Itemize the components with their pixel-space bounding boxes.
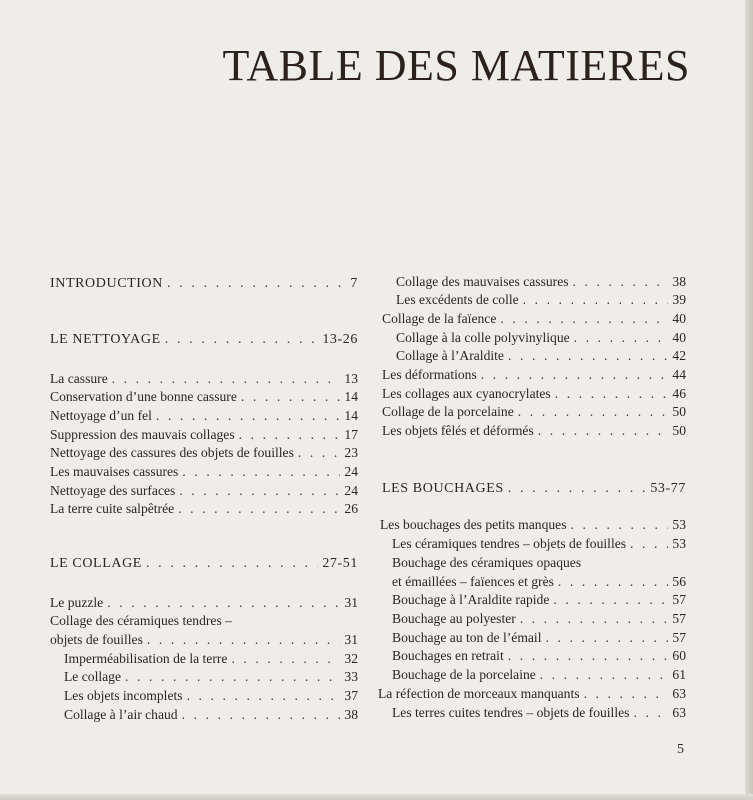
- toc-entry-conservation[interactable]: [50, 387, 358, 407]
- toc-entry-label: Les céramiques tendres – objets de fouilles: [392, 536, 627, 551]
- dot-leader: [558, 572, 668, 592]
- toc-entry-bouchage-opaques[interactable]: [392, 553, 686, 573]
- dot-leader: [508, 346, 668, 366]
- toc-entry-ton-email[interactable]: [392, 628, 686, 648]
- toc-entry-page: 13-26: [322, 332, 358, 347]
- dot-leader: [574, 328, 669, 348]
- toc-entry-emaillees[interactable]: [392, 572, 686, 592]
- toc-entry-excedents[interactable]: [396, 290, 686, 310]
- toc-entry-page: 40: [672, 330, 686, 345]
- toc-entry-page: 23: [344, 445, 358, 460]
- toc-entry-terre-salpetree[interactable]: [50, 499, 358, 519]
- toc-entry-page: 32: [344, 651, 358, 666]
- toc-entry-label: Nettoyage d’un fel: [50, 408, 152, 423]
- toc-entry-collage-faience[interactable]: [382, 309, 686, 329]
- dot-leader: [584, 684, 669, 704]
- toc-entry-label: objets de fouilles: [50, 632, 143, 647]
- dot-leader: [500, 309, 668, 329]
- dot-leader: [545, 628, 668, 648]
- toc-entry-nettoyage-fouilles[interactable]: [50, 443, 358, 463]
- dot-leader: [146, 554, 318, 574]
- toc-entry-label: Les déformations: [382, 367, 477, 382]
- page-title: TABLE DES MATIERES: [222, 41, 690, 90]
- dot-leader: [231, 649, 340, 669]
- toc-entry-label: Les excédents de colle: [396, 292, 519, 307]
- dot-leader: [182, 705, 341, 725]
- toc-entry-page: 33: [344, 669, 358, 684]
- toc-entry-impermeabilisation[interactable]: [64, 649, 358, 669]
- toc-entry-label: Bouchage à l’Araldite rapide: [392, 592, 550, 607]
- toc-entry-label: Collage à la colle polyvinylique: [396, 330, 570, 345]
- toc-entry-label: Bouchage de la porcelaine: [392, 667, 536, 682]
- toc-entry-mauvaises-cassures[interactable]: [50, 462, 358, 482]
- toc-entry-page: 14: [344, 408, 358, 423]
- toc-entry-label: Le puzzle: [50, 595, 104, 610]
- toc-entry-page: 13: [344, 371, 358, 386]
- dot-leader: [571, 515, 669, 535]
- toc-entry-page: 57: [672, 592, 686, 607]
- toc-entry-page: 24: [344, 464, 358, 479]
- toc-entry-objets-incomplets[interactable]: [64, 686, 358, 706]
- toc-entry-bouchage-porcelaine[interactable]: [392, 665, 686, 685]
- toc-entry-page: 31: [344, 595, 358, 610]
- toc-entry-objets-fouilles[interactable]: [50, 630, 358, 650]
- toc-entry-page: 31: [344, 632, 358, 647]
- dot-leader: [112, 369, 341, 389]
- toc-entry-objets-feles[interactable]: [382, 421, 686, 441]
- toc-entry-araldite-rapide[interactable]: [392, 590, 686, 610]
- toc-entry-label: Imperméabilisation de la terre: [64, 651, 228, 666]
- dot-leader: [481, 365, 669, 385]
- toc-entry-label: Collage de la faïence: [382, 311, 497, 326]
- dot-leader: [182, 462, 340, 482]
- page-bottom-shadow: [0, 794, 753, 800]
- dot-leader: [125, 667, 340, 687]
- toc-entry-label: La réfection de morceaux manquants: [378, 686, 580, 701]
- toc-entry-page: 24: [344, 483, 358, 498]
- toc-entry-label: La terre cuite salpêtrée: [50, 501, 175, 516]
- dot-leader: [633, 703, 668, 723]
- toc-entry-le-collage-sub[interactable]: [64, 667, 358, 687]
- toc-entry-la-cassure[interactable]: [50, 369, 358, 389]
- dot-leader: [165, 330, 319, 350]
- toc-entry-retrait[interactable]: [392, 646, 686, 666]
- toc-entry-araldite[interactable]: [396, 346, 686, 366]
- toc-entry-terres-cuites-tendres[interactable]: [392, 703, 686, 723]
- dot-leader: [147, 630, 341, 650]
- toc-entry-label: Bouchages en retrait: [392, 648, 504, 663]
- toc-entry-label: Collage à l’air chaud: [64, 707, 178, 722]
- toc-entry-polyester[interactable]: [392, 609, 686, 629]
- toc-entry-label: Les collages aux cyanocrylates: [382, 386, 551, 401]
- toc-entry-page: 40: [672, 311, 686, 326]
- toc-entry-collage-ceramiques[interactable]: [50, 611, 358, 631]
- toc-entry-label: Les objets incomplets: [64, 688, 183, 703]
- toc-entry-label: Conservation d’une bonne cassure: [50, 389, 237, 404]
- dot-leader: [241, 387, 341, 407]
- toc-entry-page: 60: [672, 648, 686, 663]
- toc-entry-label: Suppression des mauvais collages: [50, 427, 235, 442]
- toc-entry-nettoyage-fel[interactable]: [50, 406, 358, 426]
- toc-entry-label: Nettoyage des cassures des objets de fouilles: [50, 445, 294, 460]
- dot-leader: [553, 590, 668, 610]
- toc-entry-label: Les terres cuites tendres – objets de fouilles: [392, 705, 630, 720]
- toc-entry-page: 63: [672, 705, 686, 720]
- toc-entry-page: 50: [672, 404, 686, 419]
- dot-leader: [555, 384, 669, 404]
- toc-entry-page: 39: [672, 292, 686, 307]
- toc-entry-nettoyage-surfaces[interactable]: [50, 481, 358, 501]
- toc-entry-label: LE NETTOYAGE: [50, 332, 161, 347]
- toc-entry-label: Les bouchages des petits manques: [380, 517, 567, 532]
- toc-entry-label: Collage des mauvaises cassures: [396, 274, 569, 289]
- toc-entry-les-bouchages[interactable]: [382, 479, 686, 499]
- toc-entry-petits-manques[interactable]: [380, 515, 686, 535]
- toc-entry-label: Nettoyage des surfaces: [50, 483, 176, 498]
- page-edge-shadow: [745, 0, 753, 800]
- toc-entry-suppression[interactable]: [50, 425, 358, 445]
- page-number: 5: [677, 742, 684, 757]
- dot-leader: [167, 274, 346, 294]
- dot-leader: [239, 425, 341, 445]
- toc-entry-cyanocrylates[interactable]: [382, 384, 686, 404]
- toc-entry-deformations[interactable]: [382, 365, 686, 385]
- dot-leader: [187, 686, 341, 706]
- toc-entry-page: 17: [344, 427, 358, 442]
- dot-leader: [298, 443, 341, 463]
- toc-entry-polyvinylique[interactable]: [396, 328, 686, 348]
- toc-entry-label: Collage à l’Araldite: [396, 348, 504, 363]
- toc-entry-le-collage[interactable]: [50, 554, 358, 574]
- toc-entry-page: 57: [672, 611, 686, 626]
- toc-entry-label: Bouchage au polyester: [392, 611, 516, 626]
- toc-entry-ceramiques-tendres[interactable]: [392, 534, 686, 554]
- toc-entry-page: 27-51: [322, 556, 358, 571]
- toc-entry-label: Les mauvaises cassures: [50, 464, 179, 479]
- toc-entry-label: LES BOUCHAGES: [382, 481, 504, 496]
- dot-leader: [508, 646, 669, 666]
- toc-entry-label: Collage de la porcelaine: [382, 404, 514, 419]
- toc-entry-air-chaud[interactable]: [64, 705, 358, 725]
- toc-entry-page: 53: [672, 517, 686, 532]
- toc-entry-label: Les objets fêlés et déformés: [382, 423, 534, 438]
- toc-entry-page: 57: [672, 630, 686, 645]
- toc-entry-page: 46: [672, 386, 686, 401]
- toc-entry-page: 26: [344, 501, 358, 516]
- toc-entry-refection[interactable]: [378, 684, 686, 704]
- dot-leader: [508, 479, 647, 499]
- dot-leader: [107, 593, 340, 613]
- toc-entry-collage-mauvaises[interactable]: [396, 272, 686, 292]
- dot-leader: [540, 665, 669, 685]
- toc-entry-page: 50: [672, 423, 686, 438]
- dot-leader: [538, 421, 669, 441]
- dot-leader: [178, 499, 340, 519]
- toc-entry-collage-porcelaine[interactable]: [382, 402, 686, 422]
- toc-entry-le-nettoyage[interactable]: [50, 330, 358, 350]
- toc-entry-label: et émaillées – faïences et grès: [392, 574, 554, 589]
- toc-entry-label: Le collage: [64, 669, 121, 684]
- dot-leader: [156, 406, 340, 426]
- toc-entry-introduction[interactable]: [50, 274, 358, 294]
- toc-entry-label: LE COLLAGE: [50, 556, 142, 571]
- toc-entry-label: Collage des céramiques tendres –: [50, 613, 232, 628]
- toc-entry-page: 63: [672, 686, 686, 701]
- toc-entry-page: 53: [672, 536, 686, 551]
- toc-entry-page: 14: [344, 389, 358, 404]
- toc-entry-page: 42: [672, 348, 686, 363]
- toc-entry-label: La cassure: [50, 371, 108, 386]
- toc-entry-label: INTRODUCTION: [50, 276, 163, 291]
- toc-entry-page: 37: [344, 688, 358, 703]
- dot-leader: [518, 402, 669, 422]
- dot-leader: [520, 609, 669, 629]
- toc-entry-label: Bouchage des céramiques opaques: [392, 555, 582, 570]
- toc-entry-puzzle[interactable]: [50, 593, 358, 613]
- toc-entry-page: 38: [672, 274, 686, 289]
- toc-entry-page: 56: [672, 574, 686, 589]
- toc-entry-label: Bouchage au ton de l’émail: [392, 630, 542, 645]
- toc-entry-page: 53-77: [650, 481, 686, 496]
- dot-leader: [179, 481, 340, 501]
- toc-entry-page: 38: [344, 707, 358, 722]
- toc-entry-page: 61: [672, 667, 686, 682]
- toc-entry-page: 7: [350, 276, 358, 291]
- dot-leader: [523, 290, 669, 310]
- toc-entry-page: 44: [672, 367, 686, 382]
- dot-leader: [573, 272, 669, 292]
- dot-leader: [630, 534, 668, 554]
